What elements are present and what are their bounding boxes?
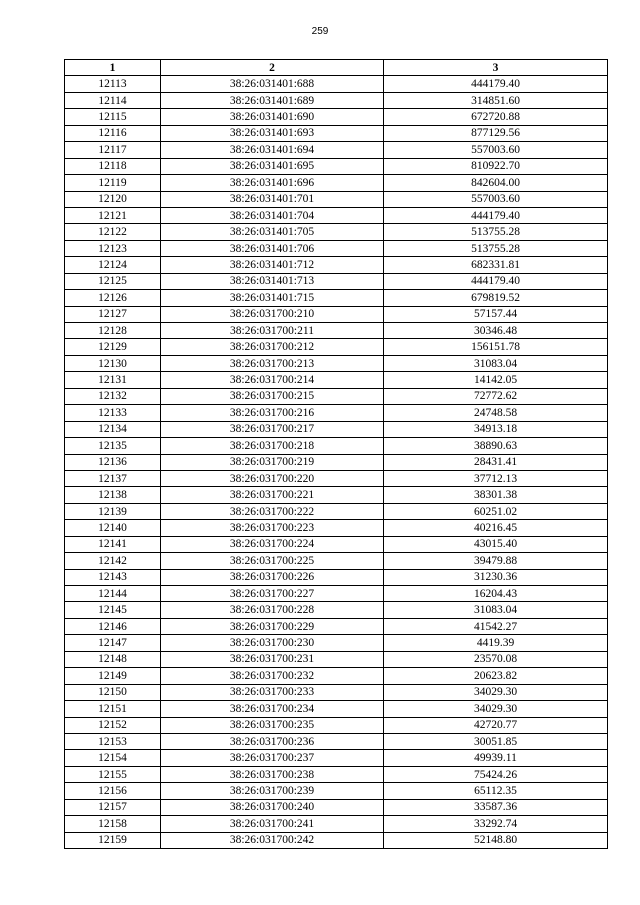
row-number-cell: 12159 bbox=[65, 832, 161, 848]
value-cell: 43015.40 bbox=[384, 536, 608, 552]
cadastral-number-cell: 38:26:031700:239 bbox=[161, 783, 384, 799]
value-cell: 444179.40 bbox=[384, 207, 608, 223]
value-cell: 34913.18 bbox=[384, 421, 608, 437]
value-cell: 31230.36 bbox=[384, 569, 608, 585]
cadastral-number-cell: 38:26:031401:705 bbox=[161, 224, 384, 240]
value-cell: 513755.28 bbox=[384, 240, 608, 256]
cadastral-number-cell: 38:26:031401:715 bbox=[161, 290, 384, 306]
value-cell: 33292.74 bbox=[384, 816, 608, 832]
table-row bbox=[65, 602, 608, 618]
page-number: 259 bbox=[311, 26, 329, 37]
cadastral-number-cell: 38:26:031401:690 bbox=[161, 109, 384, 125]
value-cell: 314851.60 bbox=[384, 92, 608, 108]
value-cell: 156151.78 bbox=[384, 339, 608, 355]
table-row bbox=[65, 421, 608, 437]
cadastral-number-cell: 38:26:031401:713 bbox=[161, 273, 384, 289]
table-row bbox=[65, 323, 608, 339]
value-cell: 24748.58 bbox=[384, 405, 608, 421]
value-cell: 57157.44 bbox=[384, 306, 608, 322]
cadastral-number-cell: 38:26:031700:220 bbox=[161, 470, 384, 486]
row-number-cell: 12118 bbox=[65, 158, 161, 174]
table-header bbox=[65, 60, 608, 76]
row-number-cell: 12145 bbox=[65, 602, 161, 618]
row-number-cell: 12151 bbox=[65, 701, 161, 717]
row-number-cell: 12140 bbox=[65, 520, 161, 536]
value-cell: 14142.05 bbox=[384, 372, 608, 388]
cadastral-number-cell: 38:26:031700:214 bbox=[161, 372, 384, 388]
table-row bbox=[65, 586, 608, 602]
cadastral-number-cell: 38:26:031700:226 bbox=[161, 569, 384, 585]
cadastral-number-cell: 38:26:031700:224 bbox=[161, 536, 384, 552]
cadastral-number-cell: 38:26:031700:238 bbox=[161, 766, 384, 782]
table-row bbox=[65, 158, 608, 174]
cadastral-number-cell: 38:26:031401:706 bbox=[161, 240, 384, 256]
table-row bbox=[65, 438, 608, 454]
value-cell: 672720.88 bbox=[384, 109, 608, 125]
cadastral-number-cell: 38:26:031401:688 bbox=[161, 76, 384, 92]
cadastral-number-cell: 38:26:031700:242 bbox=[161, 832, 384, 848]
table-row bbox=[65, 816, 608, 832]
table-row bbox=[65, 717, 608, 733]
cadastral-number-cell: 38:26:031700:234 bbox=[161, 701, 384, 717]
row-number-cell: 12142 bbox=[65, 553, 161, 569]
table-row bbox=[65, 470, 608, 486]
table-row bbox=[65, 750, 608, 766]
data-table bbox=[64, 59, 608, 849]
row-number-cell: 12157 bbox=[65, 799, 161, 815]
cadastral-number-cell: 38:26:031700:231 bbox=[161, 651, 384, 667]
value-cell: 41542.27 bbox=[384, 618, 608, 634]
table-row bbox=[65, 257, 608, 273]
value-cell: 20623.82 bbox=[384, 668, 608, 684]
row-number-cell: 12125 bbox=[65, 273, 161, 289]
header-row bbox=[65, 60, 608, 76]
table-row bbox=[65, 569, 608, 585]
table-row bbox=[65, 175, 608, 191]
cadastral-number-cell: 38:26:031700:211 bbox=[161, 323, 384, 339]
table-row bbox=[65, 635, 608, 651]
row-number-cell: 12130 bbox=[65, 355, 161, 371]
row-number-cell: 12127 bbox=[65, 306, 161, 322]
row-number-cell: 12146 bbox=[65, 618, 161, 634]
row-number-cell: 12138 bbox=[65, 487, 161, 503]
cadastral-number-cell: 38:26:031700:229 bbox=[161, 618, 384, 634]
table-row bbox=[65, 701, 608, 717]
value-cell: 38301.38 bbox=[384, 487, 608, 503]
row-number-cell: 12136 bbox=[65, 454, 161, 470]
table-row bbox=[65, 503, 608, 519]
table-row bbox=[65, 520, 608, 536]
row-number-cell: 12119 bbox=[65, 175, 161, 191]
row-number-cell: 12134 bbox=[65, 421, 161, 437]
value-cell: 877129.56 bbox=[384, 125, 608, 141]
value-cell: 60251.02 bbox=[384, 503, 608, 519]
row-number-cell: 12122 bbox=[65, 224, 161, 240]
row-number-cell: 12133 bbox=[65, 405, 161, 421]
value-cell: 30051.85 bbox=[384, 733, 608, 749]
table-row bbox=[65, 76, 608, 92]
value-cell: 65112.35 bbox=[384, 783, 608, 799]
value-cell: 444179.40 bbox=[384, 76, 608, 92]
cadastral-number-cell: 38:26:031700:216 bbox=[161, 405, 384, 421]
cadastral-number-cell: 38:26:031700:227 bbox=[161, 586, 384, 602]
table-row bbox=[65, 766, 608, 782]
cadastral-number-cell: 38:26:031700:223 bbox=[161, 520, 384, 536]
table-row bbox=[65, 273, 608, 289]
row-number-cell: 12117 bbox=[65, 142, 161, 158]
table-row bbox=[65, 207, 608, 223]
table-row bbox=[65, 618, 608, 634]
value-cell: 34029.30 bbox=[384, 701, 608, 717]
cadastral-number-cell: 38:26:031700:219 bbox=[161, 454, 384, 470]
cadastral-number-cell: 38:26:031700:213 bbox=[161, 355, 384, 371]
row-number-cell: 12131 bbox=[65, 372, 161, 388]
row-number-cell: 12156 bbox=[65, 783, 161, 799]
value-cell: 72772.62 bbox=[384, 388, 608, 404]
value-cell: 30346.48 bbox=[384, 323, 608, 339]
cadastral-number-cell: 38:26:031401:693 bbox=[161, 125, 384, 141]
table-row bbox=[65, 783, 608, 799]
cadastral-number-cell: 38:26:031700:228 bbox=[161, 602, 384, 618]
row-number-cell: 12139 bbox=[65, 503, 161, 519]
value-cell: 16204.43 bbox=[384, 586, 608, 602]
cadastral-number-cell: 38:26:031700:235 bbox=[161, 717, 384, 733]
cadastral-number-cell: 38:26:031700:212 bbox=[161, 339, 384, 355]
table-row bbox=[65, 536, 608, 552]
value-cell: 38890.63 bbox=[384, 438, 608, 454]
row-number-cell: 12155 bbox=[65, 766, 161, 782]
row-number-cell: 12149 bbox=[65, 668, 161, 684]
value-cell: 682331.81 bbox=[384, 257, 608, 273]
table-row bbox=[65, 306, 608, 322]
table-row bbox=[65, 355, 608, 371]
cadastral-number-cell: 38:26:031401:701 bbox=[161, 191, 384, 207]
cadastral-number-cell: 38:26:031700:218 bbox=[161, 438, 384, 454]
cadastral-number-cell: 38:26:031401:704 bbox=[161, 207, 384, 223]
row-number-cell: 12141 bbox=[65, 536, 161, 552]
row-number-cell: 12123 bbox=[65, 240, 161, 256]
cadastral-number-cell: 38:26:031700:215 bbox=[161, 388, 384, 404]
value-cell: 37712.13 bbox=[384, 470, 608, 486]
column-header-1: 1 bbox=[65, 60, 161, 76]
cadastral-number-cell: 38:26:031700:217 bbox=[161, 421, 384, 437]
table-row bbox=[65, 684, 608, 700]
cadastral-number-cell: 38:26:031700:221 bbox=[161, 487, 384, 503]
cadastral-number-cell: 38:26:031700:210 bbox=[161, 306, 384, 322]
column-header-2: 2 bbox=[161, 60, 384, 76]
value-cell: 679819.52 bbox=[384, 290, 608, 306]
table-row bbox=[65, 487, 608, 503]
table-row bbox=[65, 668, 608, 684]
value-cell: 42720.77 bbox=[384, 717, 608, 733]
row-number-cell: 12152 bbox=[65, 717, 161, 733]
row-number-cell: 12137 bbox=[65, 470, 161, 486]
value-cell: 557003.60 bbox=[384, 142, 608, 158]
table-row bbox=[65, 224, 608, 240]
table-row bbox=[65, 290, 608, 306]
value-cell: 842604.00 bbox=[384, 175, 608, 191]
table-row bbox=[65, 405, 608, 421]
row-number-cell: 12126 bbox=[65, 290, 161, 306]
value-cell: 557003.60 bbox=[384, 191, 608, 207]
value-cell: 4419.39 bbox=[384, 635, 608, 651]
row-number-cell: 12115 bbox=[65, 109, 161, 125]
row-number-cell: 12143 bbox=[65, 569, 161, 585]
value-cell: 75424.26 bbox=[384, 766, 608, 782]
value-cell: 39479.88 bbox=[384, 553, 608, 569]
value-cell: 34029.30 bbox=[384, 684, 608, 700]
table-row bbox=[65, 553, 608, 569]
value-cell: 31083.04 bbox=[384, 602, 608, 618]
table-row bbox=[65, 454, 608, 470]
value-cell: 444179.40 bbox=[384, 273, 608, 289]
row-number-cell: 12154 bbox=[65, 750, 161, 766]
value-cell: 40216.45 bbox=[384, 520, 608, 536]
cadastral-number-cell: 38:26:031700:222 bbox=[161, 503, 384, 519]
row-number-cell: 12135 bbox=[65, 438, 161, 454]
cadastral-number-cell: 38:26:031401:712 bbox=[161, 257, 384, 273]
table-row bbox=[65, 142, 608, 158]
table-row bbox=[65, 92, 608, 108]
cadastral-number-cell: 38:26:031401:689 bbox=[161, 92, 384, 108]
value-cell: 52148.80 bbox=[384, 832, 608, 848]
cadastral-number-cell: 38:26:031700:240 bbox=[161, 799, 384, 815]
table-row bbox=[65, 832, 608, 848]
row-number-cell: 12132 bbox=[65, 388, 161, 404]
value-cell: 49939.11 bbox=[384, 750, 608, 766]
table-row bbox=[65, 388, 608, 404]
value-cell: 28431.41 bbox=[384, 454, 608, 470]
value-cell: 810922.70 bbox=[384, 158, 608, 174]
value-cell: 513755.28 bbox=[384, 224, 608, 240]
table-row bbox=[65, 651, 608, 667]
row-number-cell: 12158 bbox=[65, 816, 161, 832]
value-cell: 23570.08 bbox=[384, 651, 608, 667]
cadastral-number-cell: 38:26:031700:241 bbox=[161, 816, 384, 832]
cadastral-number-cell: 38:26:031401:694 bbox=[161, 142, 384, 158]
table-body bbox=[65, 76, 608, 849]
table-row bbox=[65, 109, 608, 125]
table-row bbox=[65, 125, 608, 141]
row-number-cell: 12113 bbox=[65, 76, 161, 92]
row-number-cell: 12153 bbox=[65, 733, 161, 749]
row-number-cell: 12116 bbox=[65, 125, 161, 141]
table-row bbox=[65, 372, 608, 388]
cadastral-number-cell: 38:26:031700:236 bbox=[161, 733, 384, 749]
cadastral-number-cell: 38:26:031700:230 bbox=[161, 635, 384, 651]
cadastral-number-cell: 38:26:031700:233 bbox=[161, 684, 384, 700]
cadastral-number-cell: 38:26:031401:695 bbox=[161, 158, 384, 174]
value-cell: 31083.04 bbox=[384, 355, 608, 371]
row-number-cell: 12147 bbox=[65, 635, 161, 651]
cadastral-number-cell: 38:26:031700:225 bbox=[161, 553, 384, 569]
table-row bbox=[65, 240, 608, 256]
row-number-cell: 12128 bbox=[65, 323, 161, 339]
row-number-cell: 12124 bbox=[65, 257, 161, 273]
table-row bbox=[65, 733, 608, 749]
cadastral-number-cell: 38:26:031700:232 bbox=[161, 668, 384, 684]
row-number-cell: 12148 bbox=[65, 651, 161, 667]
row-number-cell: 12150 bbox=[65, 684, 161, 700]
table-row bbox=[65, 339, 608, 355]
cadastral-number-cell: 38:26:031401:696 bbox=[161, 175, 384, 191]
row-number-cell: 12121 bbox=[65, 207, 161, 223]
table-row bbox=[65, 191, 608, 207]
row-number-cell: 12144 bbox=[65, 586, 161, 602]
table-row bbox=[65, 799, 608, 815]
row-number-cell: 12129 bbox=[65, 339, 161, 355]
row-number-cell: 12114 bbox=[65, 92, 161, 108]
column-header-3: 3 bbox=[384, 60, 608, 76]
row-number-cell: 12120 bbox=[65, 191, 161, 207]
value-cell: 33587.36 bbox=[384, 799, 608, 815]
cadastral-number-cell: 38:26:031700:237 bbox=[161, 750, 384, 766]
